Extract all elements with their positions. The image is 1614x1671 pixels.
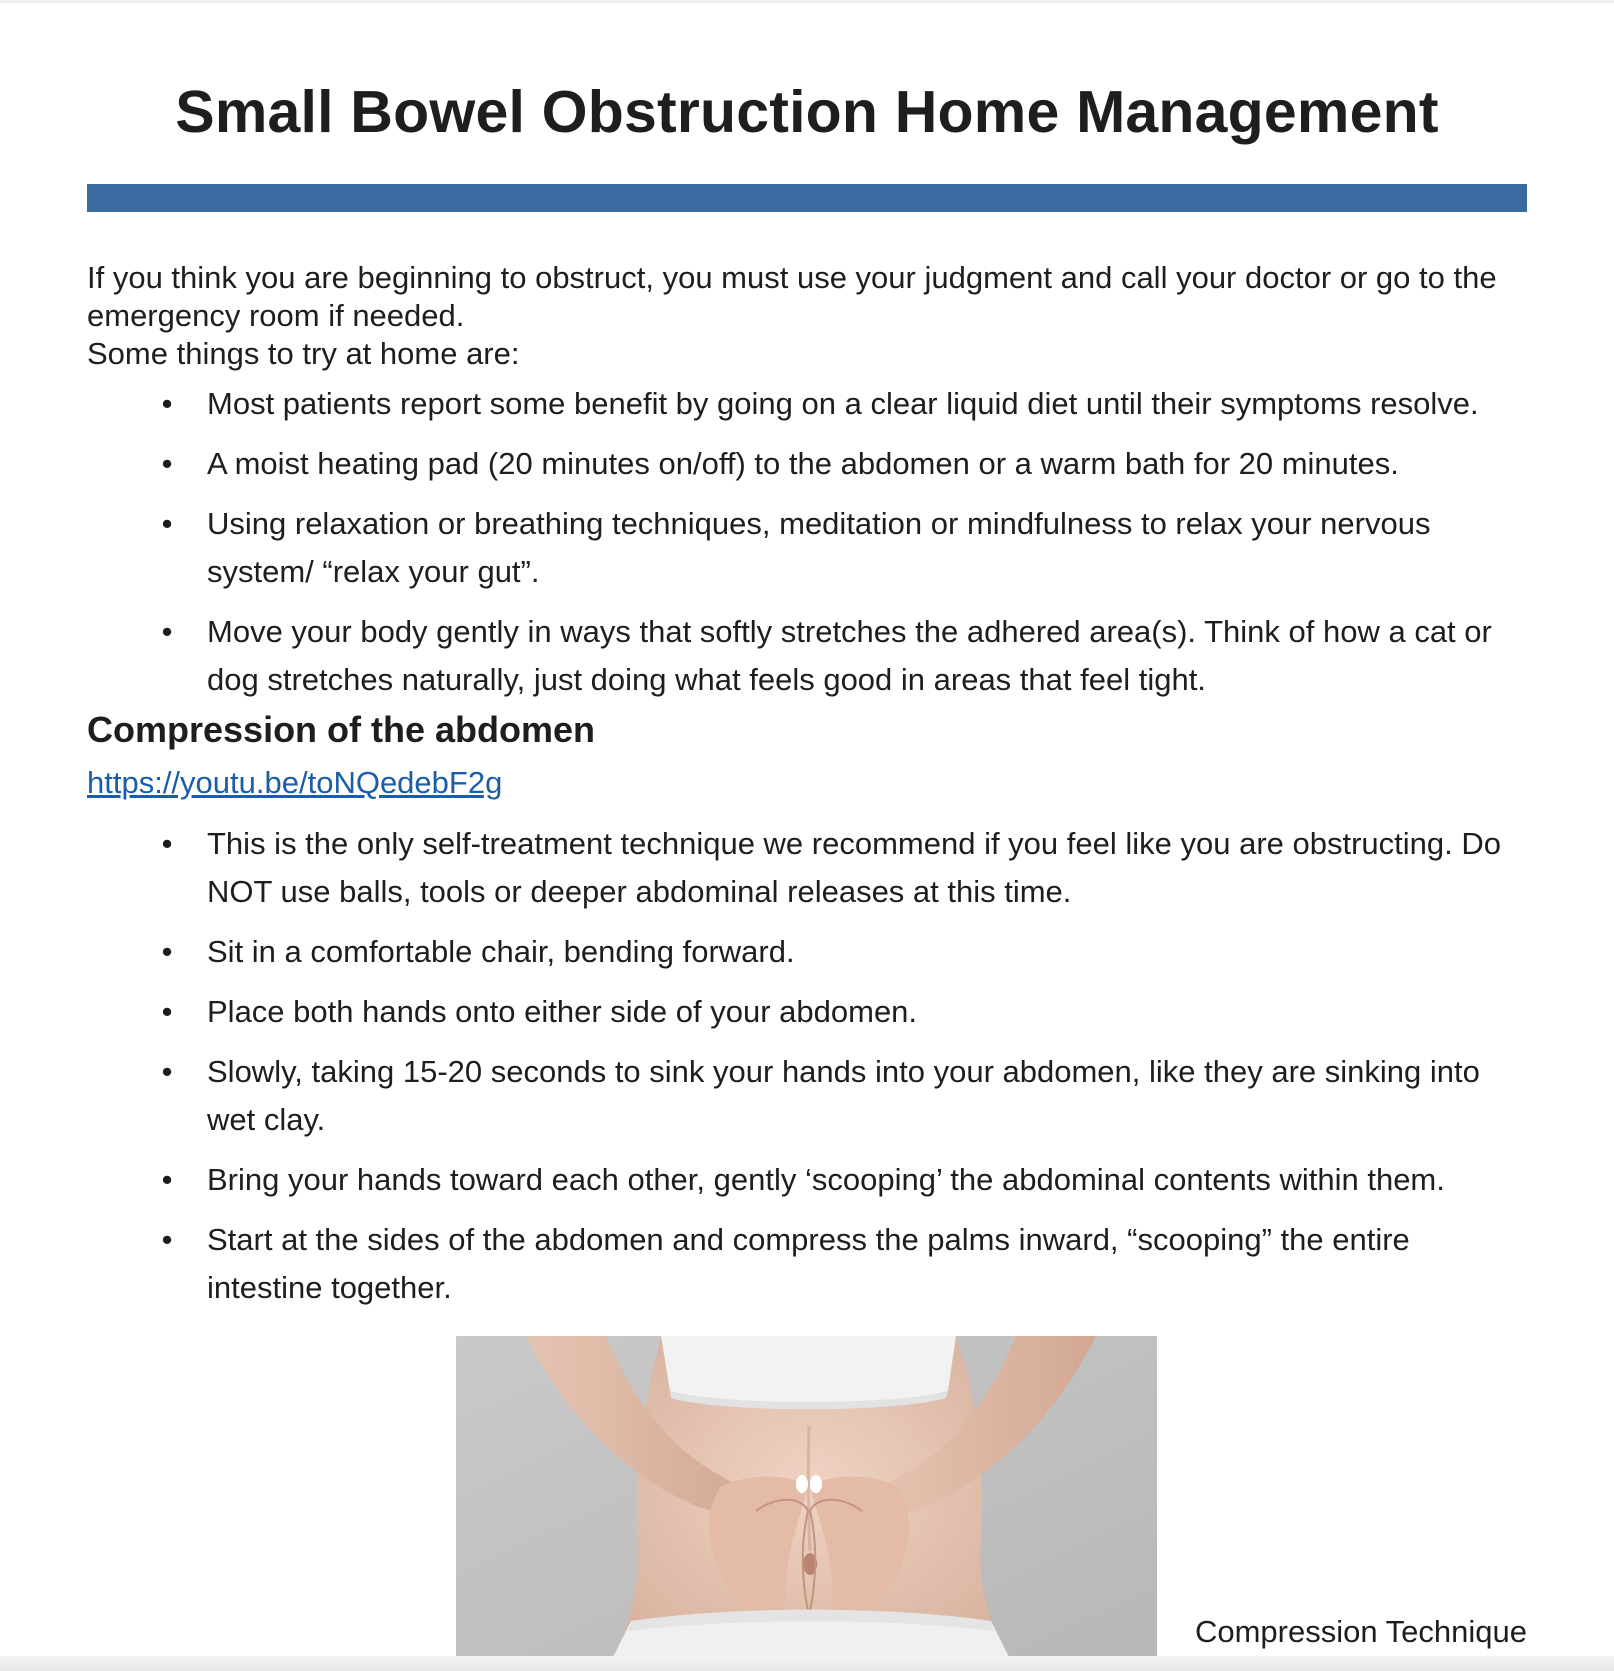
page-top-edge	[0, 0, 1614, 3]
list-item-text: Bring your hands toward each other, gently ‘scooping’ the abdominal contents within them.	[207, 1162, 1445, 1197]
list-item	[87, 1216, 1527, 1312]
bullet-icon: •	[161, 826, 173, 861]
bullet-icon: •	[161, 506, 173, 541]
bullet-icon: •	[161, 446, 173, 481]
list-item	[87, 820, 1527, 916]
bullet-icon: •	[161, 614, 173, 649]
home-tips-list	[87, 380, 1527, 716]
list-item	[87, 1156, 1527, 1204]
list-item-text: Slowly, taking 15-20 seconds to sink your hands into your abdomen, like they are sinking into wet clay.	[207, 1054, 1480, 1137]
compression-steps-list	[87, 820, 1527, 1324]
compression-technique-photo	[456, 1336, 1157, 1671]
list-item-text: This is the only self-treatment technique we recommend if you feel like you are obstructing. Do NOT use balls, tools or deeper abdominal releases at this time.	[207, 826, 1502, 909]
intro-paragraph	[87, 259, 1527, 373]
list-item	[87, 988, 1527, 1036]
list-item	[87, 1048, 1527, 1144]
title-divider-bar	[87, 184, 1527, 212]
list-item	[87, 380, 1527, 428]
section-heading-compression: Compression of the abdomen	[87, 709, 596, 750]
bullet-icon: •	[161, 1054, 173, 1089]
bullet-icon: •	[161, 934, 173, 969]
list-item-text: Sit in a comfortable chair, bending forward.	[207, 934, 795, 969]
bullet-icon: •	[161, 994, 173, 1029]
bullet-icon: •	[161, 1222, 173, 1257]
abdomen-hands-illustration	[456, 1336, 1157, 1671]
page-title: Small Bowel Obstruction Home Management	[175, 79, 1439, 145]
list-item-text: Using relaxation or breathing techniques, meditation or mindfulness to relax your nervous system/ “relax your gut”.	[207, 506, 1431, 589]
video-link[interactable]: https://youtu.be/toNQedebF2g	[87, 765, 503, 800]
list-item	[87, 608, 1527, 704]
bullet-icon: •	[161, 1162, 173, 1197]
list-item-text: Place both hands onto either side of your abdomen.	[207, 994, 918, 1029]
list-item-text: A moist heating pad (20 minutes on/off) to the abdomen or a warm bath for 20 minutes.	[207, 446, 1399, 481]
list-item-text: Most patients report some benefit by going on a clear liquid diet until their symptoms resolve.	[207, 386, 1479, 421]
intro-line-1: If you think you are beginning to obstruct, you must use your judgment and call your doctor or go to the emergency room if needed.	[87, 260, 1497, 333]
list-item	[87, 928, 1527, 976]
list-item	[87, 440, 1527, 488]
intro-line-2: Some things to try at home are:	[87, 336, 520, 371]
figure-caption: Compression Technique	[1194, 1614, 1527, 1649]
bullet-icon: •	[161, 386, 173, 421]
list-item-text: Move your body gently in ways that softly stretches the adhered area(s). Think of how a cat or dog stretches naturally, just doing what feels good in areas that feel tight.	[207, 614, 1492, 697]
list-item-text: Start at the sides of the abdomen and compress the palms inward, “scooping” the entire intestine together.	[207, 1222, 1410, 1305]
page-bottom-edge	[0, 1656, 1614, 1671]
list-item	[87, 500, 1527, 596]
